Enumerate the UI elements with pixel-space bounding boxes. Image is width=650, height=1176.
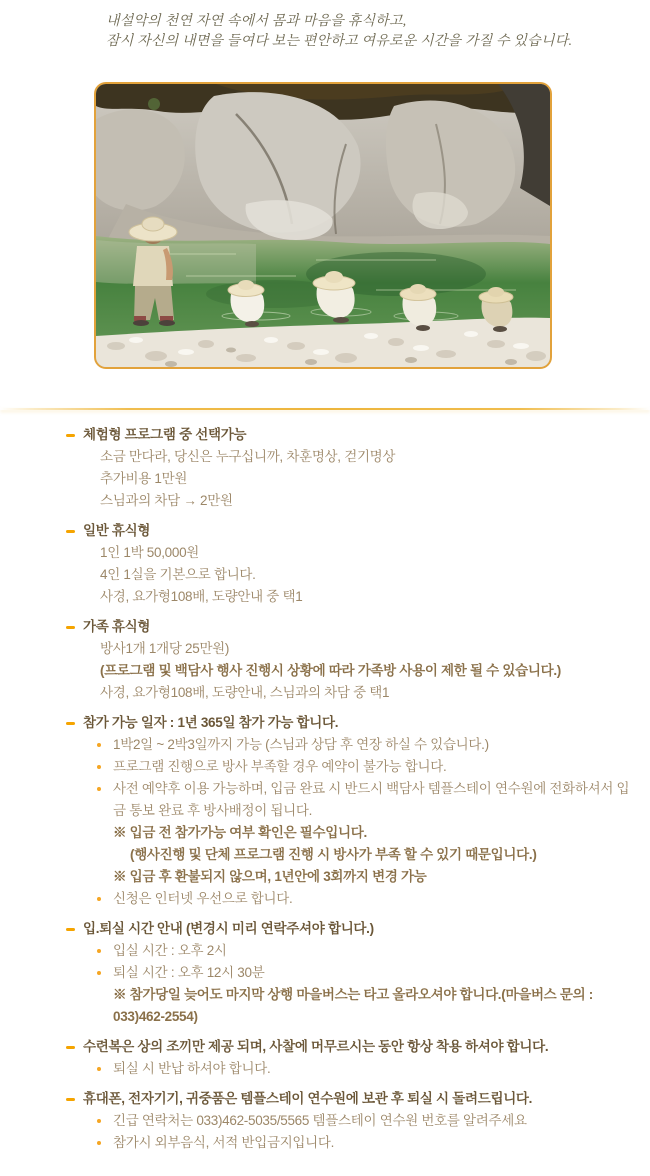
dash-icon — [66, 722, 75, 725]
bullet-dot-icon — [97, 1067, 101, 1071]
bullet-dot-icon — [97, 1141, 101, 1145]
section-title: 휴대폰, 전자기기, 귀중품은 템플스테이 연수원에 보관 후 퇴실 시 돌려드립니다. — [83, 1091, 533, 1106]
section-heading — [66, 1036, 640, 1058]
item-text: 소금 만다라, 당신은 누구십니까, 차훈명상, 걷기명상 — [100, 449, 396, 464]
bullet-dot-icon — [97, 897, 101, 901]
intro-line-1: 내설악의 천연 자연 속에서 몸과 마음을 휴식하고, — [106, 14, 407, 29]
item-text: 사전 예약후 이용 가능하며, 입금 완료 시 반드시 백담사 템플스테이 연수원에 전화하셔서 입금 통보 완료 후 방사배정이 됩니다. — [113, 781, 630, 818]
list-item — [66, 940, 640, 962]
detail-line — [66, 490, 640, 512]
section-heading — [66, 918, 640, 940]
item-text: (행사진행 및 단체 프로그램 진행 시 방사가 부족 할 수 있기 때문입니다.) — [130, 847, 537, 862]
detail-line — [66, 844, 640, 866]
section — [66, 712, 640, 910]
item-text: 1인 1박 50,000원 — [100, 545, 200, 560]
section-title: 입.퇴실 시간 안내 (변경시 미리 연락주셔야 합니다.) — [83, 921, 374, 936]
item-text: 방사1개 1개당 25만원) — [100, 641, 230, 656]
item-text: ※ 입금 후 환불되지 않으며, 1년안에 3회까지 변경 가능 — [113, 869, 427, 884]
section — [66, 616, 640, 704]
list-item — [66, 1058, 640, 1080]
detail-line — [66, 984, 640, 1028]
sections — [66, 424, 640, 1162]
section-heading — [66, 424, 640, 446]
item-text: 신청은 인터넷 우선으로 합니다. — [113, 891, 293, 906]
section-title: 체험형 프로그램 중 선택가능 — [83, 427, 247, 442]
section-title: 가족 휴식형 — [83, 619, 151, 634]
detail-line — [66, 638, 640, 660]
dash-icon — [66, 530, 75, 533]
bullet-dot-icon — [97, 949, 101, 953]
detail-line — [66, 446, 640, 468]
valley-photo-illustration — [96, 84, 550, 367]
section-heading — [66, 1088, 640, 1110]
item-text: 스님과의 차담 → 2만원 — [100, 493, 233, 508]
item-text: 1박2일 ~ 2박3일까지 가능 (스님과 상담 후 연장 하실 수 있습니다.) — [113, 737, 489, 752]
detail-line — [66, 586, 640, 608]
list-item — [66, 888, 640, 910]
section-title: 수련복은 상의 조끼만 제공 되며, 사찰에 머무르시는 동안 항상 착용 하셔야 합니다. — [83, 1039, 549, 1054]
dash-icon — [66, 928, 75, 931]
item-text: 추가비용 1만원 — [100, 471, 188, 486]
dash-icon — [66, 1098, 75, 1101]
list-item — [66, 778, 640, 822]
detail-line — [66, 682, 640, 704]
list-item — [66, 1132, 640, 1154]
section — [66, 520, 640, 608]
bullet-dot-icon — [97, 1119, 101, 1123]
section-heading — [66, 616, 640, 638]
item-text: 4인 1실을 기본으로 합니다. — [100, 567, 256, 582]
dash-icon — [66, 434, 75, 437]
intro-text — [106, 12, 572, 51]
item-text: 프로그램 진행으로 방사 부족할 경우 예약이 불가능 합니다. — [113, 759, 447, 774]
section-title: 참가 가능 일자 : 1년 365일 참가 가능 합니다. — [83, 715, 339, 730]
item-text: (프로그램 및 백담사 행사 진행시 상황에 따라 가족방 사용이 제한 될 수 있습니다.) — [100, 663, 561, 678]
item-text: 사경, 요가형108배, 도량안내 중 택1 — [100, 589, 303, 604]
item-text: ※ 입금 전 참가가능 여부 확인은 필수입니다. — [113, 825, 367, 840]
dash-icon — [66, 626, 75, 629]
section — [66, 918, 640, 1028]
section-heading — [66, 520, 640, 542]
detail-line — [66, 468, 640, 490]
list-item — [66, 962, 640, 984]
bullet-dot-icon — [97, 743, 101, 747]
section — [66, 424, 640, 512]
section — [66, 1088, 640, 1154]
list-item — [66, 734, 640, 756]
detail-line — [66, 866, 640, 888]
bullet-dot-icon — [97, 971, 101, 975]
item-text: 사경, 요가형108배, 도량안내, 스님과의 차담 중 택1 — [100, 685, 390, 700]
item-text: 퇴실 시 반납 하셔야 합니다. — [113, 1061, 271, 1076]
section-title: 일반 휴식형 — [83, 523, 151, 538]
detail-line — [66, 822, 640, 844]
item-text: 퇴실 시간 : 오후 12시 30분 — [113, 965, 265, 980]
detail-line — [66, 542, 640, 564]
bullet-dot-icon — [97, 787, 101, 791]
item-text: 입실 시간 : 오후 2시 — [113, 943, 227, 958]
list-item — [66, 1110, 640, 1132]
intro-line-2: 잠시 자신의 내면을 들여다 보는 편안하고 여유로운 시간을 가질 수 있습니다. — [106, 33, 573, 49]
bullet-dot-icon — [97, 765, 101, 769]
item-text: 긴급 연락처는 033)462-5035/5565 템플스테이 연수원 번호를 알려주세요 — [113, 1113, 527, 1128]
section — [66, 1036, 640, 1080]
gold-divider — [0, 408, 650, 410]
dash-icon — [66, 1046, 75, 1049]
item-text: ※ 참가당일 늦어도 마지막 상행 마을버스는 타고 올라오셔야 합니다.(마을버스 문의 : 033)462-2554) — [113, 987, 594, 1024]
section-heading — [66, 712, 640, 734]
valley-photo — [94, 82, 552, 369]
list-item — [66, 756, 640, 778]
detail-line — [66, 564, 640, 586]
detail-line — [66, 660, 640, 682]
item-text: 참가시 외부음식, 서적 반입금지입니다. — [113, 1135, 335, 1150]
